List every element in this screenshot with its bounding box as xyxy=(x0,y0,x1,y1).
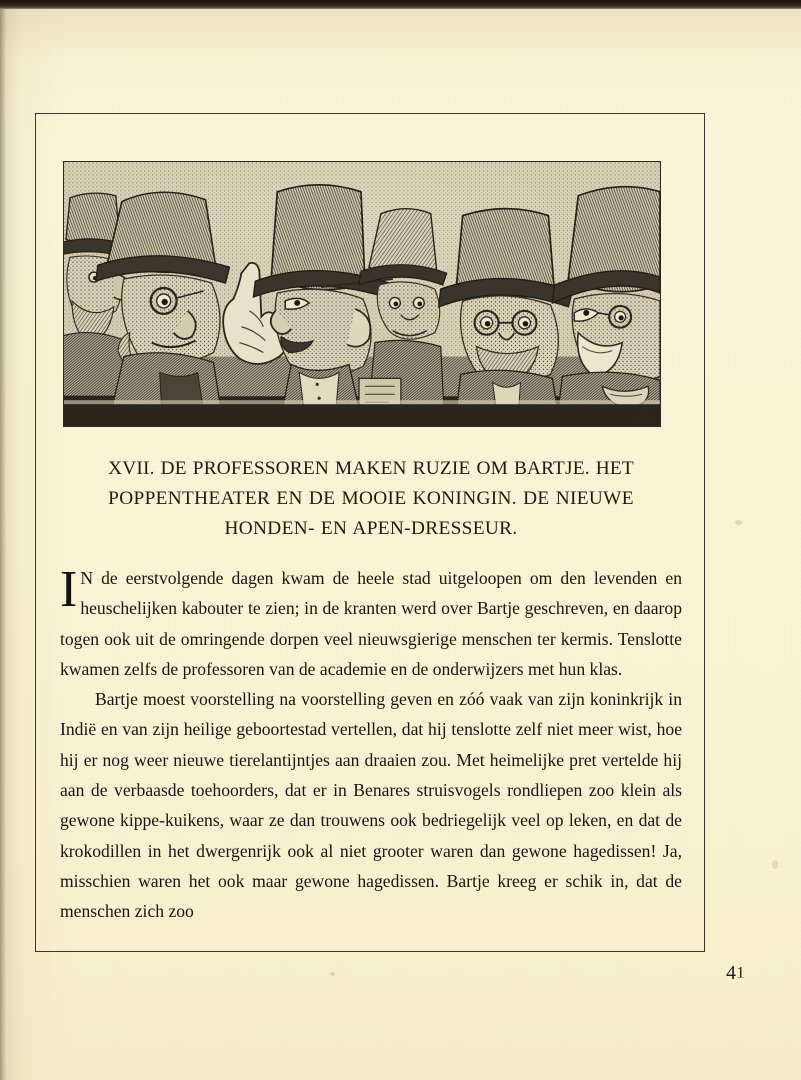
paper-foxing-spot xyxy=(330,972,335,976)
page-number-digit-1: 1 xyxy=(736,964,745,982)
chapter-heading-line-1: XVII. DE PROFESSOREN MAKEN RUZIE OM BARTJE. HET xyxy=(108,458,634,479)
paper-foxing-spot xyxy=(735,520,742,525)
artist-signature: J·F xyxy=(632,413,650,425)
chapter-heading-line-3: HONDEN- EN APEN-DRESSEUR. xyxy=(224,518,518,539)
page-number-digit-4: 4 xyxy=(726,962,737,984)
chapter-heading xyxy=(58,454,684,544)
paragraph-1: IN de eerstvolgende dagen kwam de heele stad uitgeloopen om den levenden en heuschelijken kabouter te zien; in de kranten werd over Bartje geschreven, en daarop togen ook uit de omringende dorpen veel nieuwsgierige menschen ter kermis. Tenslotte kwamen zelfs de professoren van de academie en de onderwijzers met hun klas. xyxy=(60,561,682,679)
scanner-edge-left xyxy=(0,9,6,1080)
chapter-illustration xyxy=(63,161,661,427)
body-text xyxy=(60,563,682,927)
page-rule-frame xyxy=(35,113,705,952)
page-number xyxy=(726,962,745,985)
chapter-heading-line-2: POPPENTHEATER EN DE MOOIE KONINGIN. DE NIEUWE xyxy=(108,488,634,509)
paper-foxing-spot xyxy=(772,860,778,869)
illustration-artwork xyxy=(64,162,660,426)
paragraph-2: Bartje moest voorstelling na voorstelling geven en zóó vaak van zijn koninkrijk in Indië en van zijn heilige geboortestad vertellen, dat hij tenslotte zelf niet meer wist, hoe hij er nog weer nieuwe tierelantijntjes aan draaien zou. Met heimelijke pret vertelde hij aan de verbaasde toehoorders, dat er in Benares struisvogels rondliepen zoo klein als gewone kippe-kuikens, waar ze dan trouwens ook bedriegelijk veel op leken, en dat de krokodillen in het dwergenrijk ook al niet grooter waren dan gewone hagedissen! Ja, misschien waren het ook maar gewone hagedissen. Bartje kreeg er schik in, dat de menschen zich zoo xyxy=(60,689,682,922)
scanner-edge-top xyxy=(0,0,801,9)
